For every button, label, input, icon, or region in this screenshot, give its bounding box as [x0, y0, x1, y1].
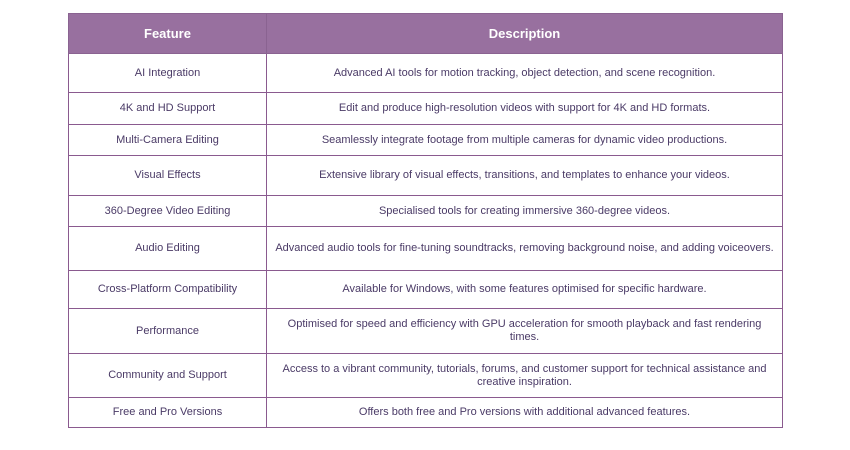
description-cell: Advanced audio tools for fine-tuning soundtracks, removing background noise, and adding voiceovers.: [267, 227, 783, 271]
description-cell: Seamlessly integrate footage from multiple cameras for dynamic video productions.: [267, 125, 783, 156]
column-header-description: Description: [267, 14, 783, 54]
feature-cell: Multi-Camera Editing: [69, 125, 267, 156]
feature-cell: Audio Editing: [69, 227, 267, 271]
feature-cell: 4K and HD Support: [69, 93, 267, 125]
feature-cell: Community and Support: [69, 354, 267, 398]
table-row: [69, 398, 783, 428]
column-header-feature: Feature: [69, 14, 267, 54]
table-row: [69, 54, 783, 93]
description-cell: Advanced AI tools for motion tracking, object detection, and scene recognition.: [267, 54, 783, 93]
feature-table-container: [68, 13, 782, 428]
feature-table: [68, 13, 783, 428]
description-cell: Extensive library of visual effects, transitions, and templates to enhance your videos.: [267, 156, 783, 196]
description-cell: Edit and produce high-resolution videos with support for 4K and HD formats.: [267, 93, 783, 125]
description-cell: Offers both free and Pro versions with additional advanced features.: [267, 398, 783, 428]
table-header-row: [69, 14, 783, 54]
table-row: [69, 125, 783, 156]
feature-cell: Cross-Platform Compatibility: [69, 271, 267, 309]
feature-cell: AI Integration: [69, 54, 267, 93]
description-cell: Optimised for speed and efficiency with GPU acceleration for smooth playback and fast rendering times.: [267, 309, 783, 354]
table-row: [69, 271, 783, 309]
table-row: [69, 93, 783, 125]
description-cell: Specialised tools for creating immersive 360-degree videos.: [267, 196, 783, 227]
table-row: [69, 156, 783, 196]
feature-cell: 360-Degree Video Editing: [69, 196, 267, 227]
table-row: [69, 309, 783, 354]
table-row: [69, 354, 783, 398]
feature-cell: Visual Effects: [69, 156, 267, 196]
feature-cell: Performance: [69, 309, 267, 354]
feature-cell: Free and Pro Versions: [69, 398, 267, 428]
table-row: [69, 196, 783, 227]
description-cell: Access to a vibrant community, tutorials, forums, and customer support for technical assistance and creative inspiration.: [267, 354, 783, 398]
description-cell: Available for Windows, with some features optimised for specific hardware.: [267, 271, 783, 309]
table-row: [69, 227, 783, 271]
